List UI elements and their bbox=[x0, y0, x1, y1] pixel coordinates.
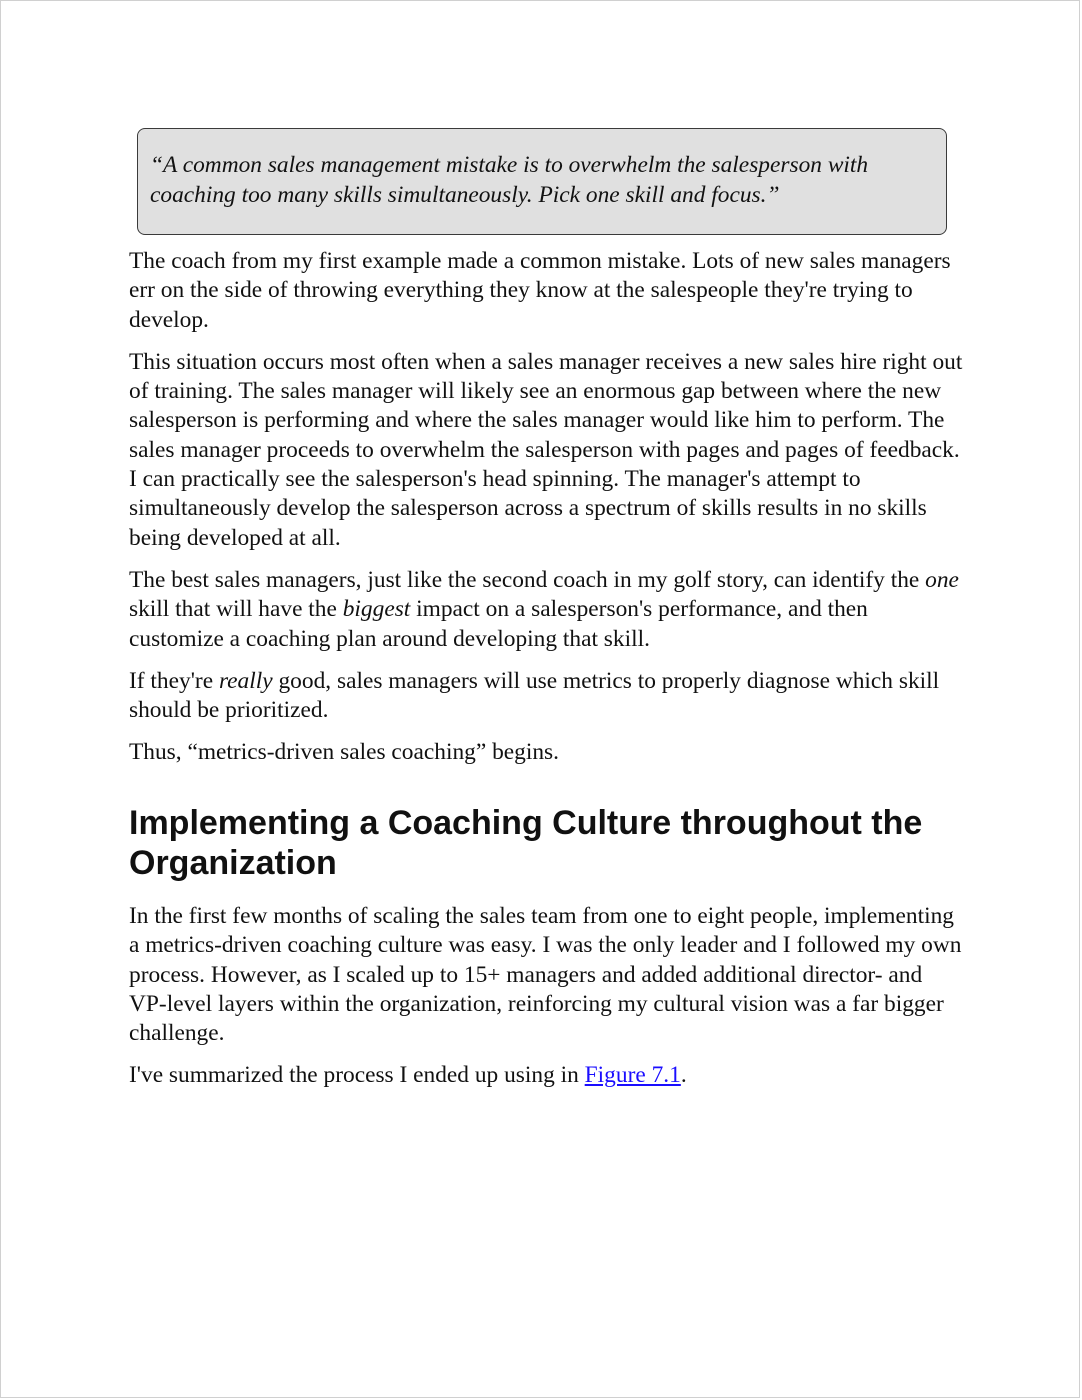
paragraph: This situation occurs most often when a sales manager receives a new sales hire right out of training. The sales manager will likely see an enormous gap between where the new salesperson is performing and where the sales manager would like him to perform. The sales manager proceeds to overwhelm the salesperson with pages and pages of feedback. I can practically see the salesperson's head spinning. The manager's attempt to simultaneously develop the salesperson across a spectrum of skills results in no skills being developed at all. bbox=[129, 348, 963, 551]
text-run: . bbox=[680, 1062, 687, 1089]
body-text-block bbox=[129, 247, 964, 781]
text-run: skill that will have the bbox=[129, 596, 343, 623]
text-run: The best sales managers, just like the second coach in my golf story, can identify the bbox=[129, 566, 926, 593]
section-body-text bbox=[129, 902, 964, 1104]
text-run: If they're bbox=[129, 667, 219, 694]
pull-quote-text: “A common sales management mistake is to overwhelm the salesperson with coaching too many skills simultaneously. Pick one skill and focus.” bbox=[150, 152, 869, 208]
text-run: impact on a salesperson's performance, and then customize a coaching plan around developing that skill. bbox=[129, 596, 868, 652]
paragraph bbox=[129, 1061, 964, 1090]
paragraph: Thus, “metrics-driven sales coaching” begins. bbox=[129, 739, 559, 766]
emphasis-text: really bbox=[218, 667, 273, 694]
paragraph: In the first few months of scaling the sales team from one to eight people, implementing a metrics-driven coaching culture was easy. I was the only leader and I followed my own process. However, as I scaled up to 15+ managers and added additional director- and VP-level layers within the organization, reinforcing my cultural vision was a far bigger challenge. bbox=[129, 903, 962, 1047]
paragraph bbox=[129, 566, 964, 654]
figure-link[interactable]: Figure 7.1 bbox=[584, 1062, 681, 1089]
text-run: I've summarized the process I ended up using in bbox=[129, 1062, 585, 1089]
pull-quote-box bbox=[137, 128, 947, 235]
section-heading: Implementing a Coaching Culture throughout the Organization bbox=[129, 804, 923, 882]
text-run: good, sales managers will use metrics to properly diagnose which skill should be prioritized. bbox=[129, 667, 940, 724]
paragraph: The coach from my first example made a common mistake. Lots of new sales managers err on the side of throwing everything they know at the salespeople they're trying to develop. bbox=[129, 248, 951, 333]
paragraph bbox=[129, 667, 964, 726]
emphasis-text: biggest bbox=[342, 596, 411, 623]
emphasis-text: one bbox=[925, 566, 959, 593]
